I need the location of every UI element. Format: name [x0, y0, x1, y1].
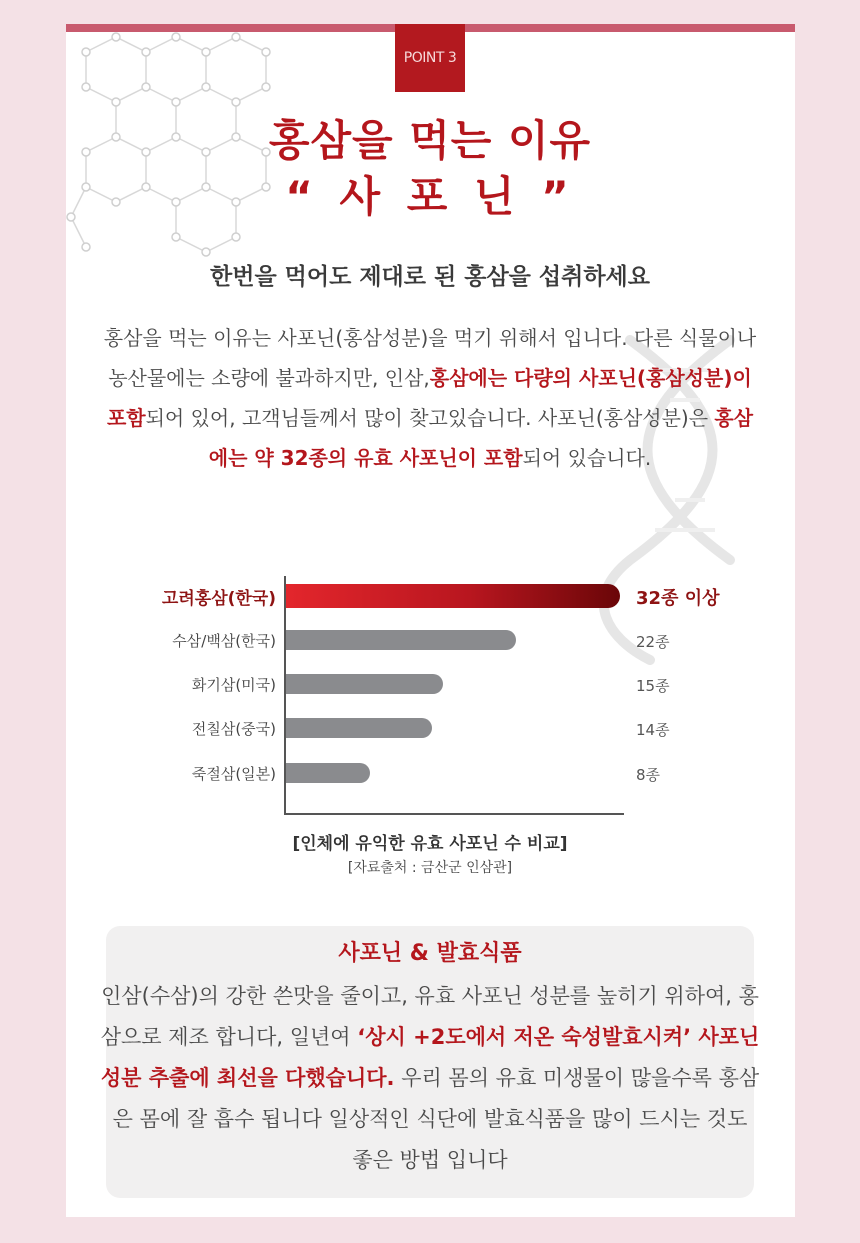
paragraph-text: 되어 있습니다.: [522, 446, 652, 470]
paragraph-highlight: 홍삼에는 다량의 사포닌(홍삼성분)이 포함: [106, 366, 752, 430]
page-title-keyword: “ 사 포 닌 ”: [285, 172, 575, 221]
info-text: 우리 몸의 유효 미생물이 많을수록 홍삼은 몸에 잘 흡수 됩니다 일상적인 식단에 발효식품을 많이 드시는 것도 좋은 방법 입니다: [112, 1066, 760, 1172]
chart-value-label: 8종: [636, 766, 661, 784]
point-badge: POINT 3: [395, 24, 465, 92]
chart-value-label: 15종: [636, 677, 670, 695]
chart-bar: [286, 718, 432, 738]
chart-value-label: 32종 이상: [636, 588, 720, 609]
chart-bar: [286, 630, 516, 650]
chart-value-label: 14종: [636, 721, 670, 739]
info-highlight: ‘상시 +2도에서 저온 숙성발효시켜’ 사포닌 성분 추출에 최선을 다했습니다.: [100, 1025, 760, 1090]
chart-category-label: 수삼/백삼(한국): [172, 632, 276, 650]
intro-paragraph: [100, 318, 760, 478]
paragraph-highlight: 홍삼에는 약 32종의 유효 사포닌이 포함: [208, 406, 754, 470]
chart-bar: [286, 584, 620, 608]
chart-category-label: 고려홍삼(한국): [161, 589, 276, 609]
chart-value-label: 22종: [636, 633, 670, 651]
info-text: 인삼(수삼)의 강한 쓴맛을 줄이고, 유효 사포닌 성분를 높히기 위하여, 홍삼으로 제조 합니다, 일년여: [100, 984, 759, 1049]
chart-x-axis: [284, 813, 624, 815]
chart-source: [자료출처 : 금산군 인삼관]: [347, 860, 513, 876]
info-box-text: [100, 976, 760, 1181]
paragraph-text: 되어 있어, 고객님들께서 많이 찾고있습니다. 사포닌(홍삼성분)은: [145, 406, 715, 430]
chart-category-label: 화기삼(미국): [191, 676, 276, 694]
subtitle: 한번을 먹어도 제대로 된 홍삼을 섭취하세요: [210, 264, 650, 290]
paragraph-text: 홍삼을 먹는 이유는 사포닌(홍삼성분)을 먹기 위해서 입니다. 다른 식물이나 농산물에는 소량에 불과하지만, 인삼,: [103, 326, 757, 390]
chart-category-label: 전칠삼(중국): [191, 720, 276, 738]
page-title: 홍삼을 먹는 이유: [268, 116, 592, 165]
info-box-title: 사포닌 & 발효식품: [338, 941, 522, 966]
chart-category-label: 죽절삼(일본): [191, 765, 276, 783]
chart-bar: [286, 674, 443, 694]
chart-title: [인체에 유익한 유효 사포닌 수 비교]: [292, 834, 568, 854]
chart-bar: [286, 763, 370, 783]
